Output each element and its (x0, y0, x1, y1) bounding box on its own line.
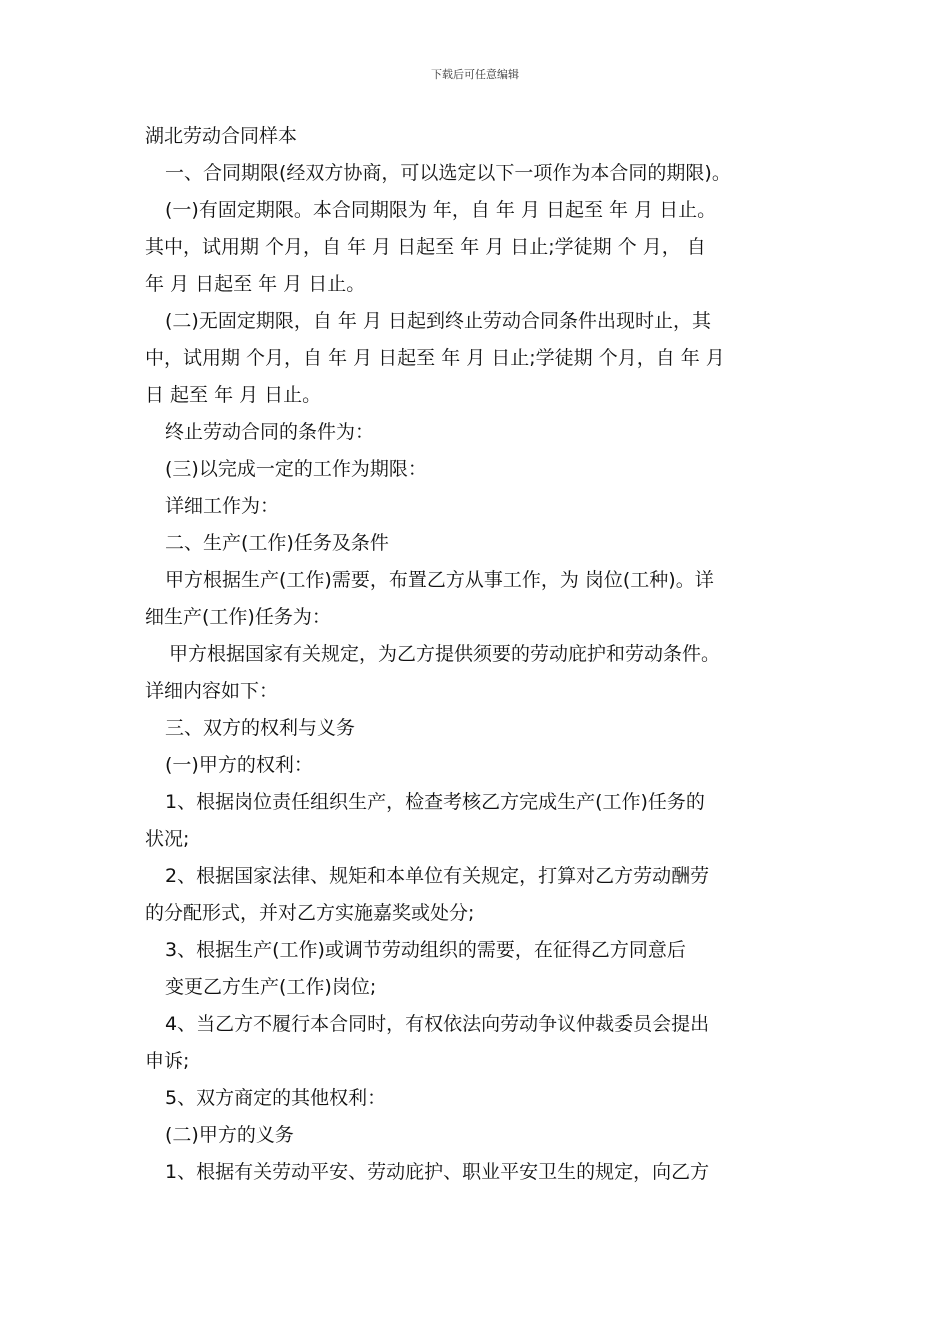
list-item: 4、当乙方不履行本合同时，有权依法向劳动争议仲裁委员会提出 (165, 1013, 710, 1035)
subsection-heading: (二)甲方的义务 (165, 1124, 294, 1146)
section-heading: 二、生产(工作)任务及条件 (165, 532, 389, 554)
section-heading: 三、双方的权利与义务 (165, 717, 356, 739)
list-item: 1、根据岗位责任组织生产，检查考核乙方完成生产(工作)任务的 (165, 791, 705, 813)
list-item: 5、双方商定的其他权利： (165, 1087, 387, 1109)
list-item: 1、根据有关劳动平安、劳动庇护、职业平安卫生的规定，向乙方 (165, 1161, 710, 1183)
paragraph-line: (一)有固定期限。本合同期限为 年，自 年 月 日起至 年 月 日止。 (165, 199, 717, 221)
paragraph-line: 详细内容如下： (145, 680, 279, 702)
paragraph-line: 甲方根据国家有关规定，为乙方提供须要的劳动庇护和劳动条件。 (169, 643, 721, 665)
paragraph-line: 中，试用期 个月，自 年 月 日起至 年 月 日止;学徒期 个月，自 年 月 (145, 347, 725, 369)
list-item: 2、根据国家法律、规矩和本单位有关规定，打算对乙方劳动酬劳 (165, 865, 710, 887)
paragraph-line: (三)以完成一定的工作为期限： (165, 458, 427, 480)
paragraph-line: 细生产(工作)任务为： (145, 606, 331, 628)
paragraph-line: 日 起至 年 月 日止。 (145, 384, 322, 406)
list-item-continuation: 变更乙方生产(工作)岗位; (165, 976, 377, 998)
list-item-continuation: 申诉; (145, 1050, 190, 1072)
paragraph-line: 甲方根据生产(工作)需要，布置乙方从事工作，为 岗位(工种)。详 (165, 569, 714, 591)
section-heading: 一、合同期限(经双方协商，可以选定以下一项作为本合同的期限)。 (165, 162, 731, 184)
document-title: 湖北劳动合同样本 (145, 125, 298, 147)
list-item-continuation: 的分配形式，并对乙方实施嘉奖或处分; (145, 902, 475, 924)
paragraph-line: 终止劳动合同的条件为： (165, 421, 375, 443)
paragraph-line: 年 月 日起至 年 月 日止。 (145, 273, 366, 295)
page-header: 下载后可任意编辑 (431, 68, 519, 81)
list-item-continuation: 状况; (145, 828, 190, 850)
subsection-heading: (一)甲方的权利： (165, 754, 313, 776)
paragraph-line: 其中，试用期 个月，自 年 月 日起至 年 月 日止;学徒期 个 月， 自 (145, 236, 706, 258)
list-item: 3、根据生产(工作)或调节劳动组织的需要，在征得乙方同意后 (165, 939, 686, 961)
paragraph-line: 详细工作为： (165, 495, 280, 517)
paragraph-line: (二)无固定期限，自 年 月 日起到终止劳动合同条件出现时止，其 (165, 310, 711, 332)
document-body (145, 118, 810, 1191)
